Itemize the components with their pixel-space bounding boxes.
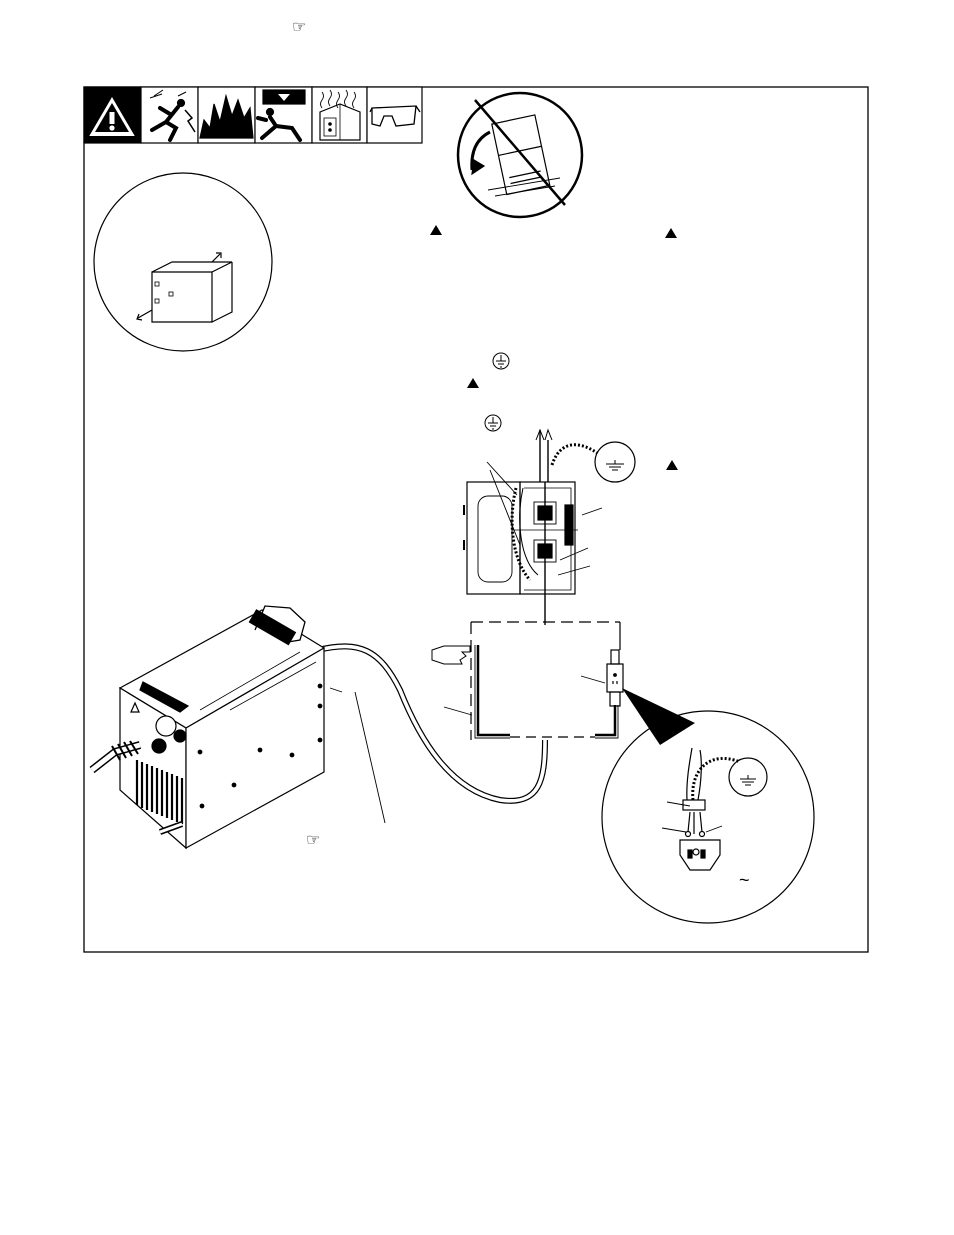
falling-object-icon — [255, 87, 312, 143]
pointing-hand-icon: ☞ — [306, 832, 321, 849]
small-triangle-icon — [430, 225, 678, 470]
disconnect-box — [464, 430, 635, 625]
electric-shock-icon — [141, 87, 198, 143]
earth-ground-icon — [485, 353, 509, 431]
hot-surface-icon — [312, 87, 367, 143]
power-cord — [318, 646, 545, 800]
pointing-hand-icon: ☞ — [292, 19, 307, 36]
plasma-cutter-unit — [92, 606, 385, 848]
clearance-detail — [94, 173, 272, 351]
ac-symbol: ~ — [739, 870, 750, 890]
warning-icon-strip — [84, 87, 422, 143]
plug-detail — [602, 711, 814, 923]
cable-routing — [432, 622, 695, 745]
no-tipping-detail — [458, 93, 582, 217]
fire-hazard-icon — [198, 87, 255, 143]
safety-glasses-icon — [367, 87, 422, 143]
